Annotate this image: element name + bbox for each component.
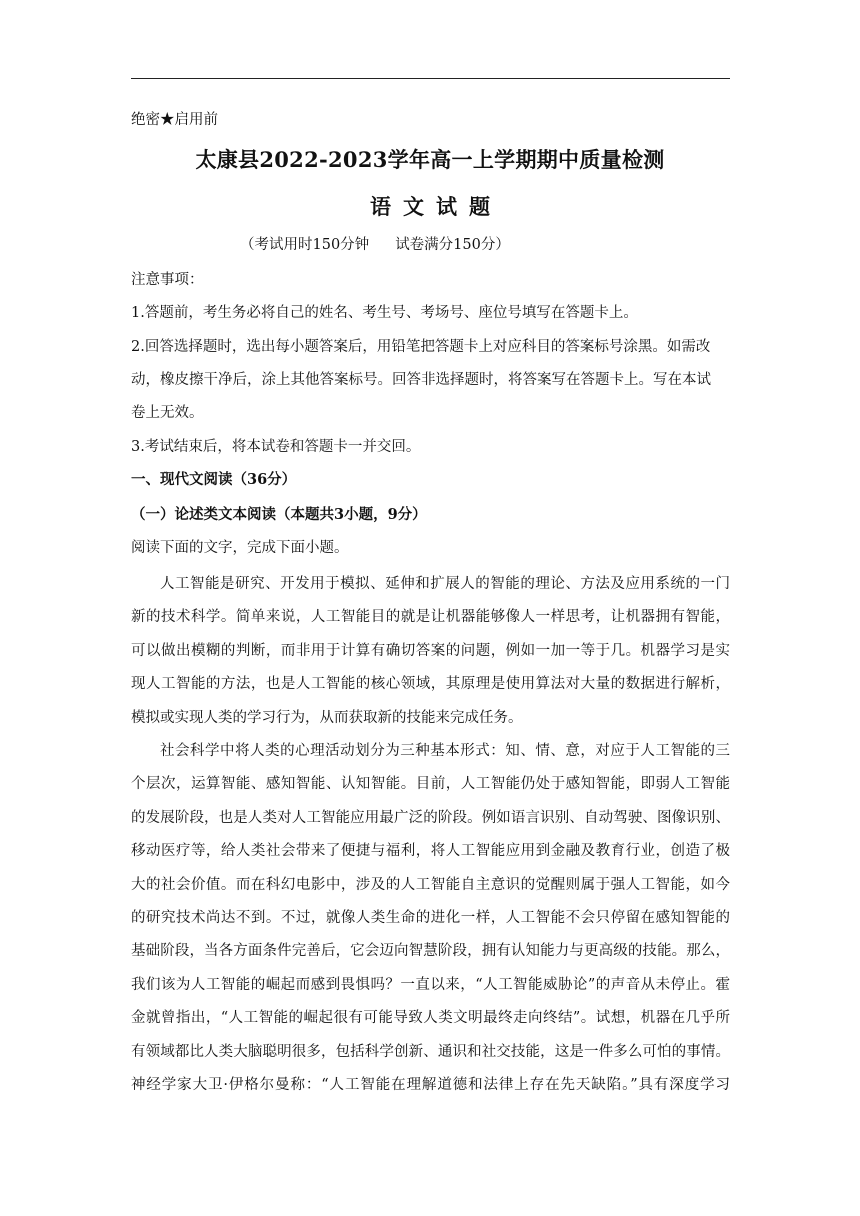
passage-line: 模拟或实现人类的学习行为，从而获取新的技能来完成任务。: [131, 709, 523, 726]
passage-line: 我们该为人工智能的崛起而感到畏惧吗？一直以来，“人工智能威胁论”的声音从未停止。霍: [131, 976, 730, 993]
section-heading: 一、现代文阅读（36分）: [131, 471, 297, 488]
passage-line: 基础阶段，当各方面条件完善后，它会迈向智慧阶段，拥有认知能力与更高级的技能。那么，: [131, 943, 730, 960]
notice-item-2-line-1: 2.回答选择题时，选出每小题答案后，用铅笔把答题卡上对应科目的答案标号涂黑。如需改: [131, 339, 711, 355]
passage-line: 有领域都比人类大脑聪明很多，包括科学创新、通识和社交技能，这是一件多么可怕的事情。: [131, 1043, 730, 1060]
passage-paragraph-1: [131, 568, 730, 735]
secret-label: 绝密★启用前: [131, 112, 218, 128]
notice-item-2-line-2: 动，橡皮擦干净后，涂上其他答案标号。回答非选择题时，将答案写在答题卡上。写在本试: [131, 372, 711, 388]
notice-item-2-line-3: 卷上无效。: [131, 405, 204, 421]
notice-item-1: 1.答题前，考生务必将自己的姓名、考生号、考场号、座位号填写在答题卡上。: [131, 305, 638, 321]
passage-line: 现人工智能的方法，也是人工智能的核心领域，其原理是使用算法对大量的数据进行解析，: [131, 676, 730, 693]
passage-line: 社会科学中将人类的心理活动划分为三种基本形式：知、情、意，对应于人工智能的三: [160, 743, 730, 759]
exam-meta: [240, 238, 510, 253]
passage-line: 移动医疗等，给人类社会带来了便捷与福利，将人工智能应用到金融及教育行业，创造了极: [131, 843, 730, 860]
subsection-heading: （一）论述类文本阅读（本题共3小题，9分）: [131, 506, 427, 523]
passage-line: 神经学家大卫·伊格尔曼称：“人工智能在理解道德和法律上存在先天缺陷。”具有深度学习: [131, 1077, 730, 1094]
passage-line: 人工智能是研究、开发用于模拟、延伸和扩展人的智能的理论、方法及应用系统的一门: [160, 576, 730, 592]
passage-paragraph-2: [131, 735, 730, 1102]
exam-score: 试卷满分150分）: [395, 237, 510, 253]
passage-line: 个层次，运算智能、感知智能、认知智能。目前，人工智能仍处于感知智能，即弱人工智能: [131, 776, 730, 793]
passage-line: 的发展阶段，也是人类对人工智能应用最广泛的阶段。例如语言识别、自动驾驶、图像识别、: [131, 809, 730, 826]
exam-time: （考试用时150分钟: [240, 237, 370, 253]
notice-item-3: 3.考试结束后，将本试卷和答题卡一并交回。: [131, 439, 421, 455]
passage-line: 大的社会价值。而在科幻电影中，涉及的人工智能自主意识的觉醒则属于强人工智能，如今: [131, 876, 730, 893]
passage-line: 金就曾指出，“人工智能的崛起很有可能导致人类文明最终走向终结”。试想，机器在几乎所: [131, 1010, 730, 1027]
subject-title: 语文试题: [370, 194, 502, 219]
passage-line: 新的技术科学。简单来说，人工智能目的就是让机器能够像人一样思考，让机器拥有智能，: [131, 609, 730, 626]
passage-line: 的研究技术尚达不到。不过，就像人类生命的进化一样，人工智能不会只停留在感知智能的: [131, 910, 730, 927]
passage-line: 可以做出模糊的判断，而非用于计算有确切答案的问题，例如一加一等于几。机器学习是实: [131, 642, 730, 659]
reading-instruction: 阅读下面的文字，完成下面小题。: [131, 540, 349, 556]
notice-heading: 注意事项：: [131, 272, 204, 288]
exam-title: 太康县2022-2023学年高一上学期期中质量检测: [195, 147, 665, 172]
top-rule: [131, 78, 730, 79]
